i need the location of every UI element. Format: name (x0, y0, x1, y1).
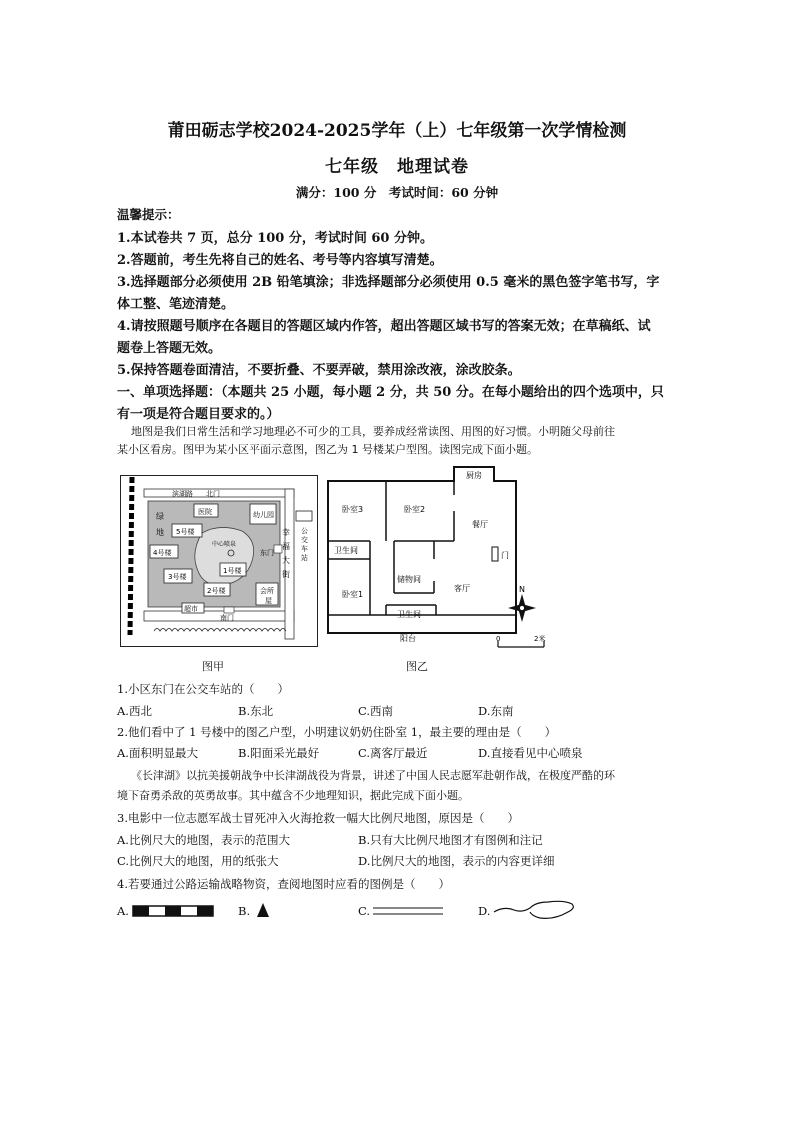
notice-item: 2.答题前，考生先将自己的姓名、考号等内容填写清楚。 (117, 253, 443, 268)
question-3-stem: 3.电影中一位志愿军战士冒死冲入火海抢救一幅大比例尺地图，原因是（ ） (117, 811, 519, 825)
question-1-option-b[interactable]: B.东北 (238, 704, 274, 718)
passage-2-line: 境下奋勇杀敌的英勇故事。其中蕴含不少地理知识，据此完成下面小题。 (117, 789, 469, 802)
label-building-2: 2号楼 (207, 587, 226, 595)
label-scale-zero: 0 (496, 635, 501, 643)
question-3-option-a[interactable]: A.比例尺大的地图，表示的范围大 (117, 833, 290, 847)
question-4-option-a[interactable] (117, 904, 129, 918)
label-building-4: 4号楼 (153, 549, 172, 557)
option-letter: C. (358, 904, 371, 918)
question-4-stem: 4.若要通过公路运输战略物资，查阅地图时应看的图例是（ ） (117, 877, 450, 891)
label-bathroom-1: 卫生间 (334, 546, 358, 555)
label-hospital: 医院 (198, 508, 212, 516)
label-bathroom-2: 卫生间 (397, 610, 421, 619)
label-street: 福 (282, 542, 290, 551)
label-bus: 公 (301, 527, 308, 535)
section-heading: 一、单项选择题：（本题共 25 小题，每小题 2 分，共 50 分。在每小题给出的四个选项中，只 (117, 385, 664, 400)
label-north-road: 滨湖路 (172, 490, 193, 498)
notice-item: 3.选择题部分必须使用 2B 铅笔填涂；非选择题部分必须使用 0.5 毫米的黑色签字笔书写，字 (117, 275, 660, 290)
notice-item: 1.本试卷共 7 页，总分 100 分，考试时间 60 分钟。 (117, 231, 433, 246)
question-2-option-b[interactable]: B.阳面采光最好 (238, 746, 320, 760)
river-lake-symbol-icon (492, 896, 578, 924)
label-kitchen: 厨房 (466, 471, 482, 480)
figure-yi-floorplan (326, 465, 551, 655)
label-building-5: 5号楼 (176, 528, 195, 536)
figure-yi-caption: 图乙 (406, 660, 428, 673)
option-letter: B. (238, 904, 251, 918)
exam-meta: 满分：100 分 考试时间：60 分钟 (295, 185, 499, 200)
label-club: 会所 (260, 587, 274, 595)
question-2-option-a[interactable]: A.面积明显最大 (117, 746, 198, 760)
passage-2-line: 《长津湖》以抗美援朝战争中长津湖战役为背景，讲述了中国人民志愿军赴朝作战，在极度严酷的环 (131, 769, 615, 782)
notice-item: 4.请按照题号顺序在各题目的答题区域内作答，超出答题区域书写的答案无效；在草稿纸、试 (117, 319, 651, 334)
question-2-option-d[interactable]: D.直接看见中心喷泉 (478, 746, 583, 760)
label-building-1: 1号楼 (223, 567, 242, 575)
question-3-option-d[interactable]: D.比例尺大的地图，表示的内容更详细 (358, 854, 555, 868)
notice-item: 题卷上答题无效。 (117, 341, 222, 356)
label-door: 门 (501, 551, 509, 560)
notice-item: 5.保持答题卷面清洁，不要折叠、不要弄破，禁用涂改液，涂改胶条。 (117, 363, 521, 378)
label-market: 超市 (184, 605, 198, 613)
label-center-fountain: 中心喷泉 (212, 541, 237, 548)
question-3-option-c[interactable]: C.比例尺大的地图，用的纸张大 (117, 854, 279, 868)
option-letter: A. (117, 904, 129, 918)
label-scale-two: 2米 (534, 635, 546, 643)
label-bedroom-1: 卧室1 (342, 590, 364, 599)
label-street: 大 (282, 556, 290, 565)
label-street: 幸 (282, 528, 290, 537)
highway-symbol-icon (372, 906, 444, 916)
label-north-gate: 北门 (206, 490, 220, 498)
label-north: N (519, 585, 525, 594)
label-east-gate: 东门 (260, 549, 274, 557)
passage-1-line: 地图是我们日常生活和学习地理必不可少的工具，要养成经常读图、用图的好习惯。小明随父母前往 (131, 425, 615, 438)
railway-symbol-icon (132, 905, 214, 917)
label-kindergarten: 幼儿园 (253, 511, 274, 519)
question-1-option-c[interactable]: C.西南 (358, 704, 394, 718)
notice-item: 体工整、笔迹清楚。 (117, 297, 235, 312)
question-1-option-d[interactable]: D.东南 (478, 704, 514, 718)
question-4-option-c[interactable] (358, 904, 370, 918)
section-heading-cont: 有一项是符合题目要求的。） (117, 407, 280, 422)
passage-1-line: 某小区看房。图甲为某小区平面示意图，图乙为 1 号楼某户型图。读图完成下面小题。 (117, 443, 538, 456)
option-letter: D. (478, 904, 491, 918)
figure-jia-map (120, 475, 318, 647)
label-bus: 交 (301, 536, 308, 544)
label-dining: 餐厅 (472, 520, 488, 529)
label-bedroom-2: 卧室2 (404, 505, 426, 514)
notice-heading: 温馨提示： (117, 207, 180, 222)
label-green-2: 地 (156, 528, 164, 537)
label-green-1: 绿 (156, 512, 164, 521)
label-bus: 车 (301, 545, 308, 553)
exam-title: 莆田砺志学校2024-2025学年（上）七年级第一次学情检测 (167, 121, 627, 141)
question-3-option-b[interactable]: B.只有大比例尺地图才有图例和注记 (358, 833, 543, 847)
question-2-stem: 2.他们看中了 1 号楼中的图乙户型，小明建议奶奶住卧室 1，最主要的理由是（ ） (117, 725, 557, 739)
label-south-gate: 南门 (220, 614, 234, 622)
question-2-option-c[interactable]: C.离客厅最近 (358, 746, 428, 760)
label-building-3: 3号楼 (168, 573, 187, 581)
mountain-peak-icon (256, 902, 270, 918)
label-street: 街 (282, 570, 290, 579)
label-living-room: 客厅 (454, 584, 470, 593)
figure-jia-caption: 图甲 (202, 660, 224, 673)
question-4-option-b[interactable] (238, 904, 250, 918)
label-storage: 储物间 (397, 575, 421, 584)
label-bedroom-3: 卧室3 (342, 505, 364, 514)
question-1-stem: 1.小区东门在公交车站的（ ） (117, 682, 289, 696)
label-club-2: 屋 (265, 597, 272, 605)
label-balcony: 阳台 (400, 634, 416, 643)
question-1-option-a[interactable]: A.西北 (117, 704, 152, 718)
label-bus: 站 (301, 554, 308, 562)
question-4-option-d[interactable] (478, 904, 490, 918)
exam-subtitle: 七年级 地理试卷 (325, 157, 469, 177)
